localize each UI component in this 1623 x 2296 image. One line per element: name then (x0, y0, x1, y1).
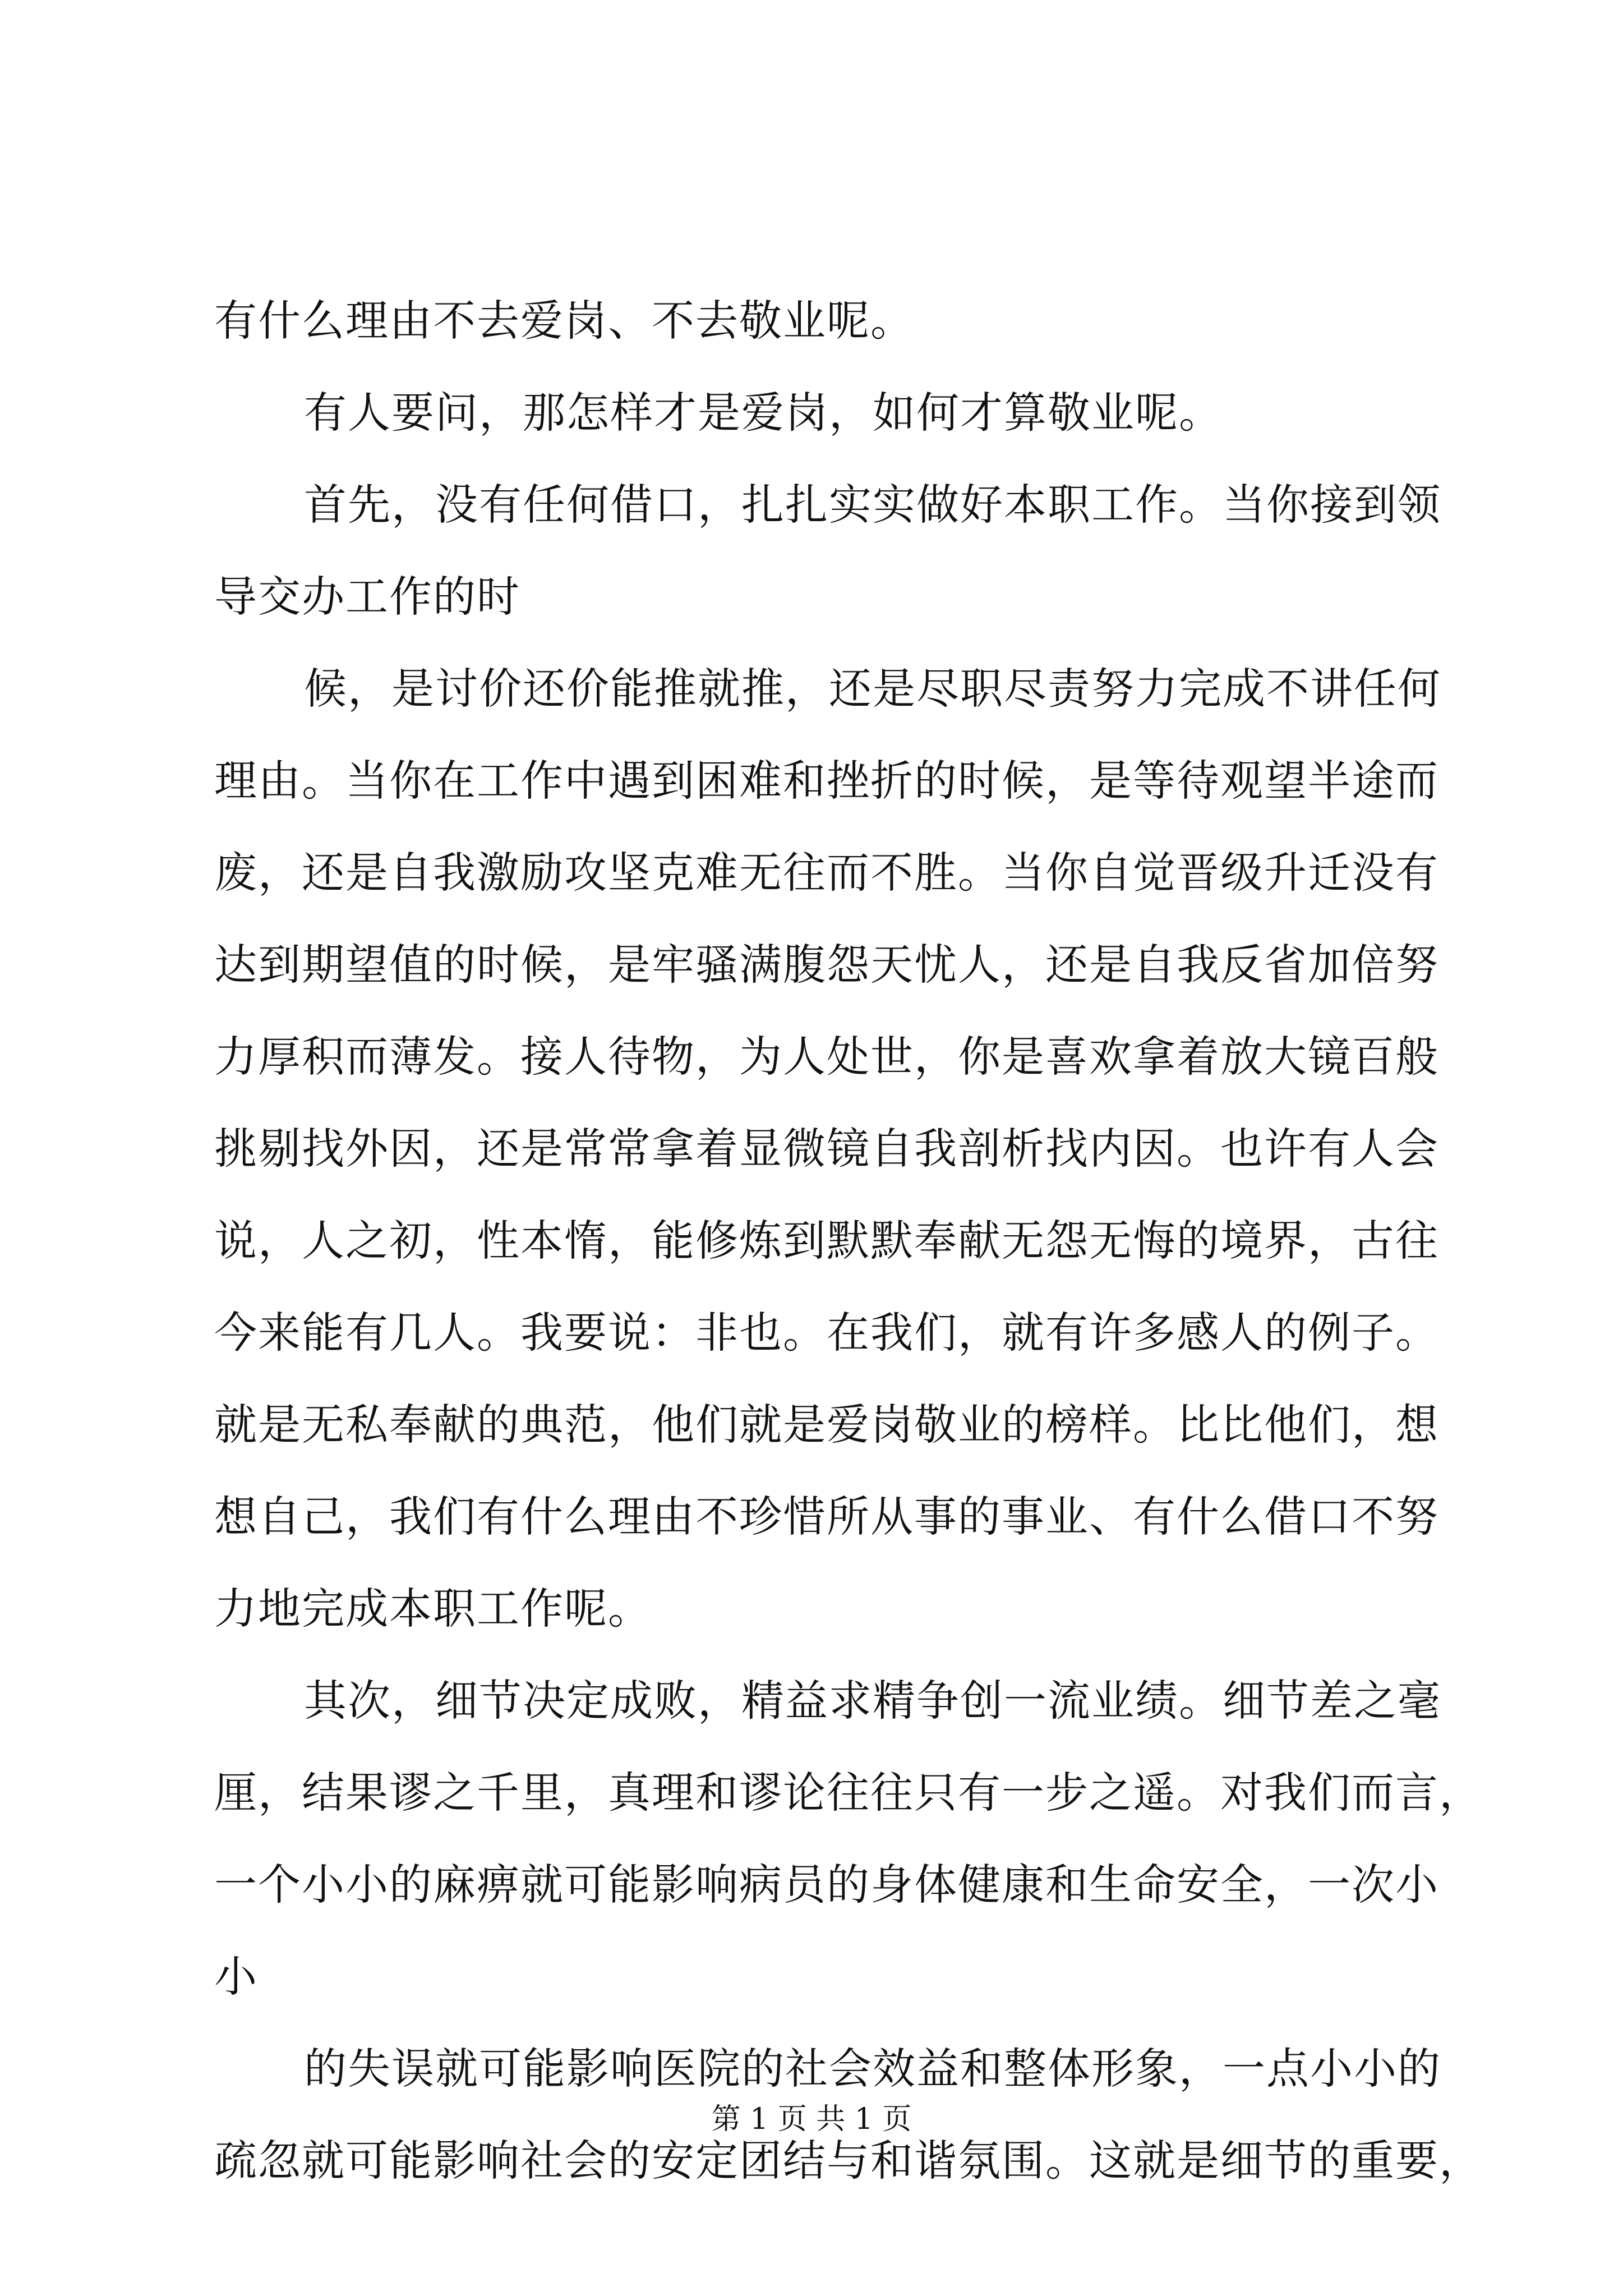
text-line: 导交办工作的时 (214, 572, 520, 622)
text-line: 就是无私奉献的典范，他们就是爱岗敬业的榜样。比比他们，想 (214, 1400, 1439, 1450)
text-line: 候，是讨价还价能推就推，还是尽职尽责努力完成不讲任何 (304, 664, 1441, 714)
text-line: 小 (214, 1952, 258, 2001)
text-line: 厘，结果谬之千里，真理和谬论往往只有一步之遥。对我们而言， (214, 1768, 1483, 1818)
text-line: 挑剔找外因，还是常常拿着显微镜自我剖析找内因。也许有人会 (214, 1124, 1439, 1174)
text-line: 说，人之初，性本惰，能修炼到默默奉献无怨无悔的境界，古往 (214, 1216, 1439, 1266)
text-line: 废，还是自我激励攻坚克难无往而不胜。当你自觉晋级升迁没有 (214, 848, 1439, 898)
document-body (214, 275, 1483, 2207)
text-line: 的失误就可能影响医院的社会效益和整体形象，一点小小的 (304, 2044, 1441, 2093)
text-line: 有什么理由不去爱岗、不去敬业呢。 (214, 296, 914, 346)
text-line: 今来能有几人。我要说：非也。在我们，就有许多感人的例子。 (214, 1308, 1439, 1358)
text-line: 疏忽就可能影响社会的安定团结与和谐氛围。这就是细节的重要， (214, 2136, 1483, 2185)
text-line: 想自己，我们有什么理由不珍惜所从事的事业、有什么借口不努 (214, 1492, 1439, 1542)
text-line: 达到期望值的时候，是牢骚满腹怨天忧人，还是自我反省加倍努 (214, 940, 1439, 990)
text-line: 力地完成本职工作呢。 (214, 1584, 652, 1634)
text-line: 一个小小的麻痹就可能影响病员的身体健康和生命安全，一次小 (214, 1860, 1439, 1910)
text-line: 有人要问，那怎样才是爱岗，如何才算敬业呢。 (304, 388, 1223, 438)
page-footer: 第 1 页 共 1 页 (711, 2102, 912, 2136)
text-line: 其次，细节决定成败，精益求精争创一流业绩。细节差之毫 (304, 1676, 1441, 1726)
text-line: 理由。当你在工作中遇到困难和挫折的时候，是等待观望半途而 (214, 756, 1439, 806)
text-line: 力厚积而薄发。接人待物，为人处世，你是喜欢拿着放大镜百般 (214, 1032, 1439, 1082)
text-line: 首先，没有任何借口，扎扎实实做好本职工作。当你接到领 (304, 480, 1441, 530)
